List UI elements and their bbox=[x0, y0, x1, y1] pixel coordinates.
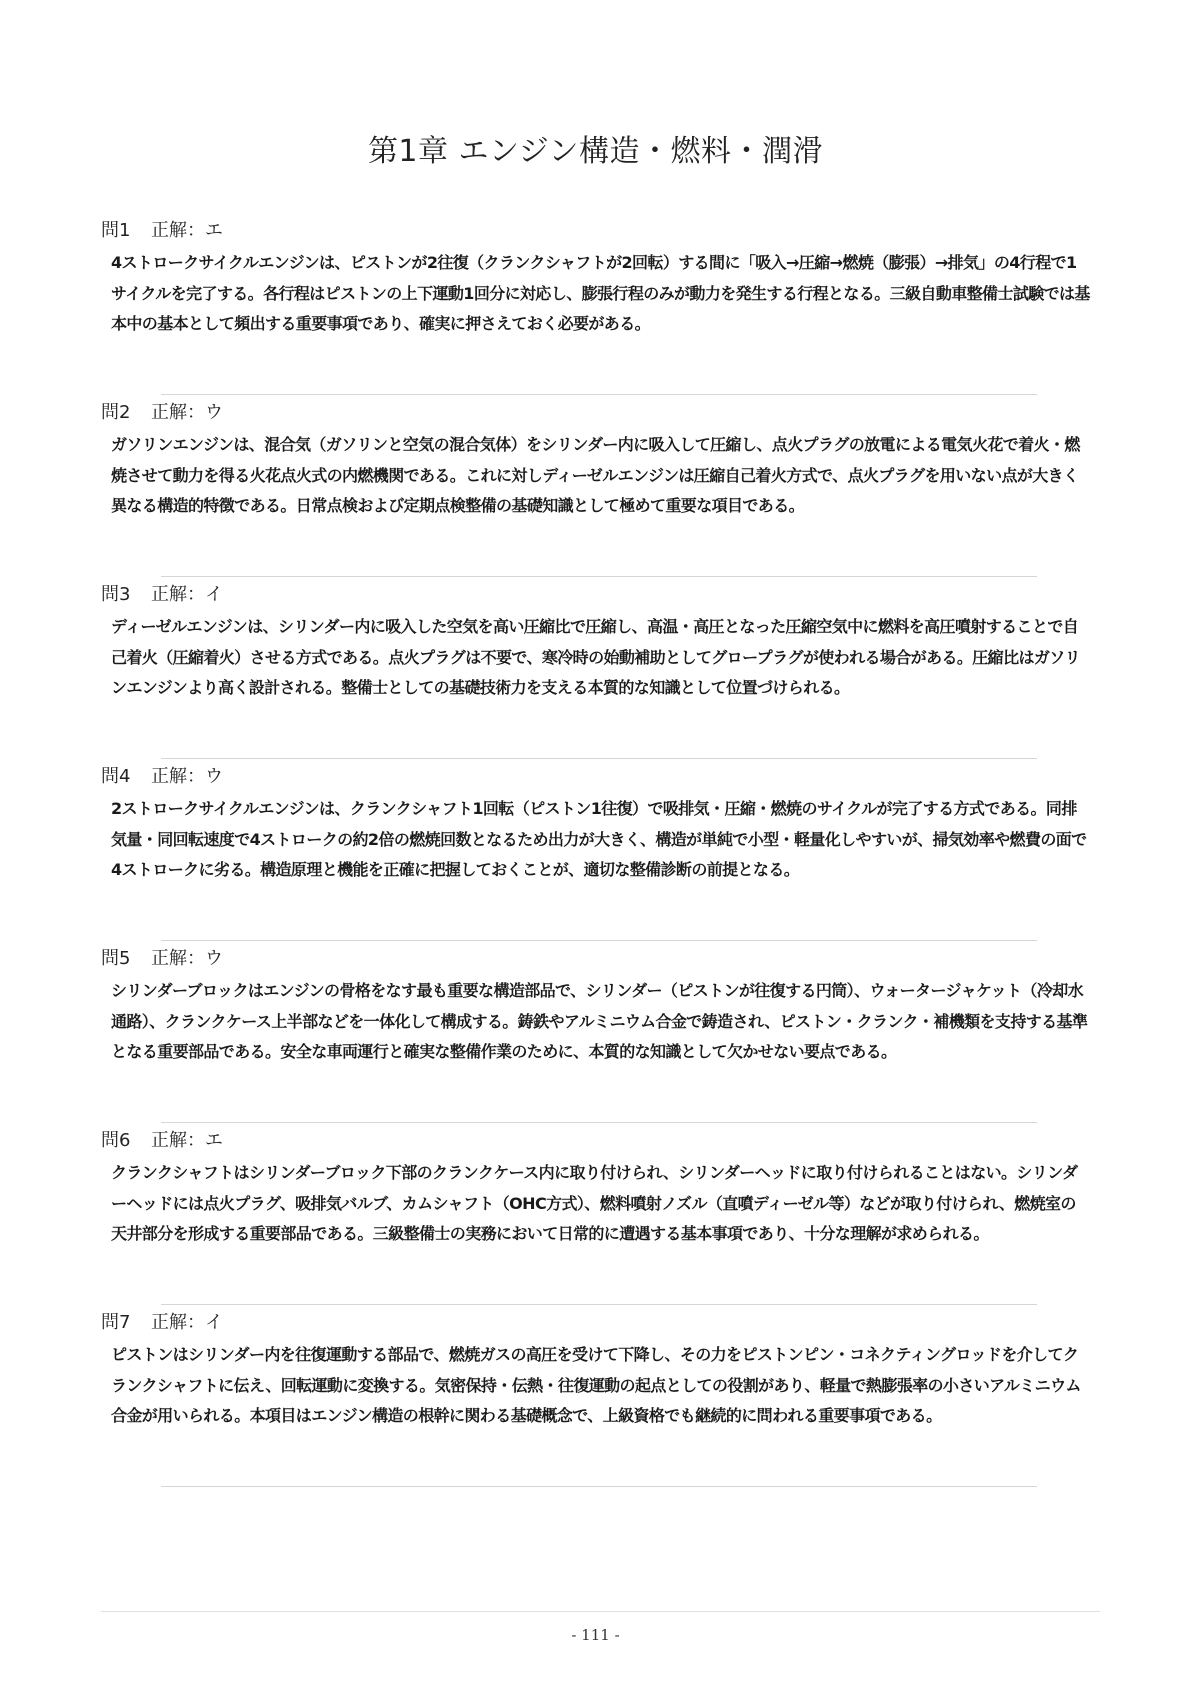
question-item bbox=[101, 1310, 1091, 1492]
answer-label: 正解： bbox=[151, 1130, 205, 1151]
answer-explanation: シリンダーブロックはエンジンの骨格をなす最も重要な構造部品で、シリンダー（ピストンが往復する円筒）、ウォータージャケット（冷却水通路）、クランクケース上半部などを一体化して構成する。鋳鉄やアルミニウム合金で鋳造され、ピストン・クランク・補機類を支持する基準となる重要部品である。安全な車両運行と確実な整備作業のために、本質的な知識として欠かせない要点である。 bbox=[111, 981, 1088, 1061]
footer-divider bbox=[101, 1611, 1100, 1612]
answer-label: 正解： bbox=[151, 948, 205, 969]
section-divider bbox=[161, 1304, 1037, 1305]
question-number: 問2 bbox=[101, 402, 131, 423]
section-divider bbox=[161, 1122, 1037, 1123]
correct-answer: ウ bbox=[205, 402, 223, 423]
question-header bbox=[101, 400, 1091, 426]
question-item bbox=[101, 400, 1091, 582]
question-number: 問4 bbox=[101, 766, 131, 787]
correct-answer: ウ bbox=[205, 766, 223, 787]
section-divider bbox=[161, 576, 1037, 577]
question-header bbox=[101, 946, 1091, 972]
question-number: 問5 bbox=[101, 948, 131, 969]
question-header bbox=[101, 1310, 1091, 1336]
answer-explanation: ディーゼルエンジンは、シリンダー内に吸入した空気を高い圧縮比で圧縮し、高温・高圧となった圧縮空気中に燃料を高圧噴射することで自己着火（圧縮着火）させる方式である。点火プラグは不要で、寒冷時の始動補助としてグロープラグが使われる場合がある。圧縮比はガソリンエンジンより高く設計される。整備士としての基礎技術力を支える本質的な知識として位置づけられる。 bbox=[111, 617, 1081, 697]
question-item bbox=[101, 582, 1091, 764]
question-header bbox=[101, 582, 1091, 608]
question-header bbox=[101, 218, 1091, 244]
correct-answer: イ bbox=[205, 584, 223, 605]
section-divider bbox=[161, 758, 1037, 759]
correct-answer: エ bbox=[205, 220, 223, 241]
correct-answer: ウ bbox=[205, 948, 223, 969]
answer-label: 正解： bbox=[151, 584, 205, 605]
answer-label: 正解： bbox=[151, 1312, 205, 1333]
correct-answer: イ bbox=[205, 1312, 223, 1333]
answer-explanation: ガソリンエンジンは、混合気（ガソリンと空気の混合気体）をシリンダー内に吸入して圧縮し、点火プラグの放電による電気火花で着火・燃焼させて動力を得る火花点火式の内燃機関である。これに対しディーゼルエンジンは圧縮自己着火方式で、点火プラグを用いない点が大きく異なる構造的特徴である。日常点検および定期点検整備の基礎知識として極めて重要な項目である。 bbox=[111, 435, 1080, 515]
question-number: 問7 bbox=[101, 1312, 131, 1333]
answer-explanation: 4ストロークサイクルエンジンは、ピストンが2往復（クランクシャフトが2回転）する間に「吸入→圧縮→燃焼（膨張）→排気」の4行程で1サイクルを完了する。各行程はピストンの上下運動1回分に対応し、膨張行程のみが動力を発生する行程となる。三級自動車整備士試験では基本中の基本として頻出する重要事項であり、確実に押さえておく必要がある。 bbox=[111, 253, 1090, 333]
section-divider bbox=[161, 394, 1037, 395]
question-item bbox=[101, 764, 1091, 946]
page-number: - 111 - bbox=[571, 1626, 620, 1644]
section-divider bbox=[161, 1486, 1037, 1487]
question-list bbox=[101, 218, 1091, 1492]
section-divider bbox=[161, 940, 1037, 941]
answer-explanation: 2ストロークサイクルエンジンは、クランクシャフト1回転（ピストン1往復）で吸排気・圧縮・燃焼のサイクルが完了する方式である。同排気量・同回転速度で4ストロークの約2倍の燃焼回数となるため出力が大きく、構造が単純で小型・軽量化しやすいが、掃気効率や燃費の面で4ストロークに劣る。構造原理と機能を正確に把握しておくことが、適切な整備診断の前提となる。 bbox=[111, 799, 1087, 879]
answer-label: 正解： bbox=[151, 220, 205, 241]
question-number: 問6 bbox=[101, 1130, 131, 1151]
chapter-title: 第1章 エンジン構造・燃料・潤滑 bbox=[367, 134, 824, 169]
answer-label: 正解： bbox=[151, 402, 205, 423]
question-item bbox=[101, 218, 1091, 400]
question-number: 問1 bbox=[101, 220, 131, 241]
answer-label: 正解： bbox=[151, 766, 205, 787]
question-item bbox=[101, 1128, 1091, 1310]
question-number: 問3 bbox=[101, 584, 131, 605]
question-item bbox=[101, 946, 1091, 1128]
correct-answer: エ bbox=[205, 1130, 223, 1151]
answer-explanation: ピストンはシリンダー内を往復運動する部品で、燃焼ガスの高圧を受けて下降し、その力をピストンピン・コネクティングロッドを介してクランクシャフトに伝え、回転運動に変換する。気密保持・伝熱・往復運動の起点としての役割があり、軽量で熱膨張率の小さいアルミニウム合金が用いられる。本項目はエンジン構造の根幹に関わる基礎概念で、上級資格でも継続的に問われる重要事項である。 bbox=[111, 1345, 1081, 1425]
answer-explanation: クランクシャフトはシリンダーブロック下部のクランクケース内に取り付けられ、シリンダーヘッドに取り付けられることはない。シリンダーヘッドには点火プラグ、吸排気バルブ、カムシャフト（OHC方式）、燃料噴射ノズル（直噴ディーゼル等）などが取り付けられ、燃焼室の天井部分を形成する重要部品である。三級整備士の実務において日常的に遭遇する基本事項であり、十分な理解が求められる。 bbox=[111, 1163, 1078, 1243]
question-header bbox=[101, 1128, 1091, 1154]
question-header bbox=[101, 764, 1091, 790]
